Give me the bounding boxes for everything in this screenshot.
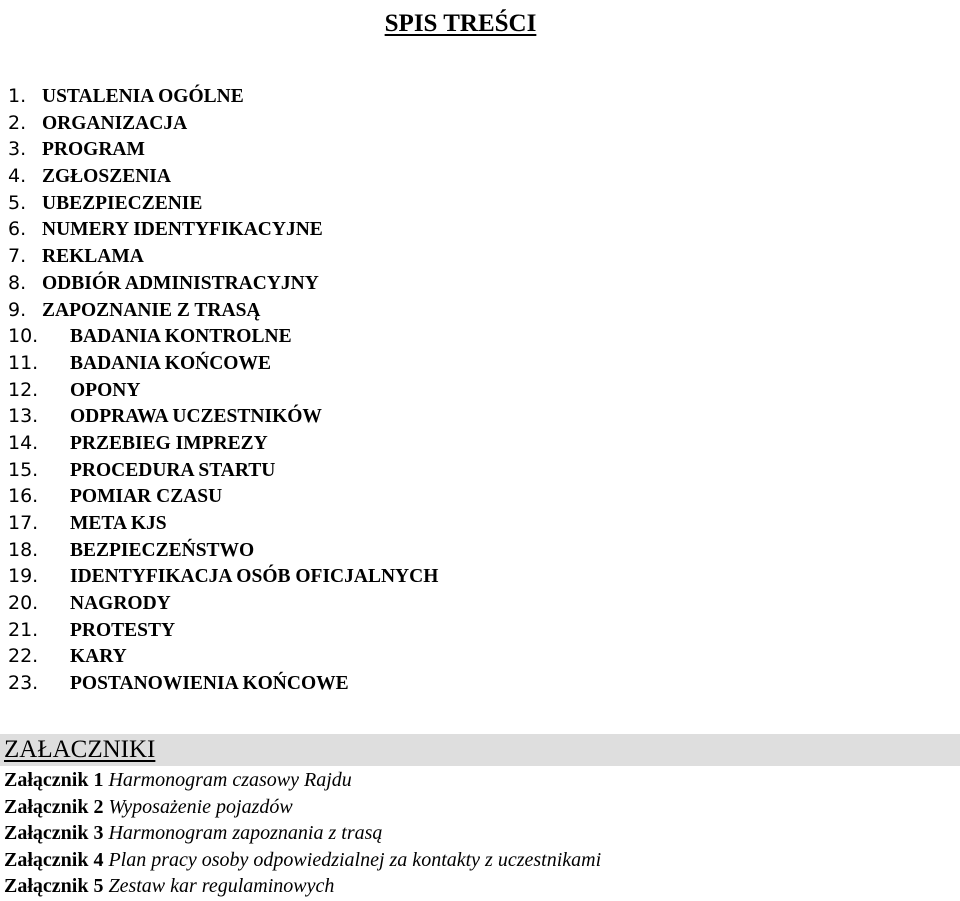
toc-item — [0, 643, 438, 670]
toc-item-label: REKLAMA — [42, 246, 144, 268]
toc-item-label: PROCEDURA STARTU — [70, 459, 276, 481]
attachment-label: Załącznik 4 — [4, 848, 104, 871]
toc-item — [0, 377, 438, 404]
toc-item-label: IDENTYFIKACJA OSÓB OFICJALNYCH — [70, 566, 439, 588]
attachment-item — [4, 820, 601, 847]
toc-item-number: 7. — [8, 245, 27, 268]
toc-item-number: 16. — [8, 485, 39, 508]
toc-item-number: 4. — [8, 165, 27, 188]
attachment-item — [4, 794, 601, 821]
page-title-text: SPIS TREŚCI — [384, 10, 537, 37]
toc-item-label: NAGRODY — [70, 593, 171, 615]
toc-item-label: BEZPIECZEŃSTWO — [70, 539, 255, 561]
toc-item-number: 3. — [8, 138, 27, 161]
toc-item — [0, 563, 438, 590]
attachment-description: Harmonogram zapoznania z trasą — [108, 822, 383, 844]
toc-item-label: ZAPOZNANIE Z TRASĄ — [42, 299, 261, 321]
toc-item-number: 19. — [8, 565, 39, 588]
toc-item-label: BADANIA KOŃCOWE — [70, 352, 271, 374]
table-of-contents — [0, 83, 438, 697]
toc-item-label: NUMERY IDENTYFIKACYJNE — [42, 219, 323, 241]
toc-item-label: POMIAR CZASU — [70, 486, 223, 508]
toc-item-number: 1. — [8, 85, 27, 107]
toc-item-number: 15. — [8, 458, 39, 481]
toc-item — [0, 590, 438, 617]
toc-item — [0, 190, 438, 217]
attachment-description: Plan pracy osoby odpowiedzialnej za kontakty z uczestnikami — [108, 848, 602, 871]
attachment-item — [4, 847, 601, 874]
toc-item-label: ODPRAWA UCZESTNIKÓW — [70, 406, 322, 428]
toc-item-number: 17. — [8, 512, 39, 534]
toc-item-number: 6. — [8, 218, 27, 241]
toc-item-number: 12. — [8, 378, 39, 401]
toc-item-number: 14. — [8, 431, 39, 454]
attachments-list — [4, 767, 601, 900]
toc-item — [0, 270, 438, 297]
toc-item-label: UBEZPIECZENIE — [42, 192, 203, 214]
toc-item — [0, 83, 438, 110]
toc-item — [0, 537, 438, 564]
toc-item — [0, 430, 438, 457]
toc-item-number: 13. — [8, 405, 39, 428]
toc-item — [0, 457, 438, 484]
toc-item-number: 23. — [8, 672, 39, 695]
toc-item-number: 9. — [8, 298, 27, 321]
attachment-item — [4, 873, 601, 900]
toc-item-label: ZGŁOSZENIA — [42, 166, 171, 188]
attachment-label: Załącznik 3 — [4, 822, 104, 844]
toc-item — [0, 617, 438, 644]
attachment-label: Załącznik 2 — [4, 795, 104, 818]
toc-item-label: OPONY — [70, 379, 141, 401]
toc-item-number: 10. — [8, 325, 39, 348]
attachment-description: Zestaw kar regulaminowych — [108, 875, 335, 897]
toc-item-number: 18. — [8, 538, 39, 561]
page-title — [0, 2, 960, 39]
toc-item — [0, 110, 438, 137]
toc-item-number: 20. — [8, 592, 39, 615]
toc-item — [0, 297, 438, 324]
attachment-description: Harmonogram czasowy Rajdu — [108, 769, 352, 791]
toc-item — [0, 163, 438, 190]
toc-item — [0, 350, 438, 377]
toc-item-number: 5. — [8, 191, 27, 214]
toc-item-label: POSTANOWIENIA KOŃCOWE — [70, 673, 349, 695]
toc-item-number: 2. — [8, 111, 27, 134]
toc-item-number: 21. — [8, 618, 39, 641]
toc-item — [0, 670, 438, 697]
toc-item-number: 8. — [8, 271, 27, 294]
toc-item-label: PROGRAM — [42, 139, 145, 161]
attachment-description: Wyposażenie pojazdów — [108, 795, 293, 818]
toc-item-label: ORGANIZACJA — [42, 112, 188, 134]
attachment-label: Załącznik 5 — [4, 875, 104, 897]
toc-item-label: USTALENIA OGÓLNE — [42, 86, 244, 107]
toc-item — [0, 323, 438, 350]
toc-item — [0, 216, 438, 243]
toc-item-number: 11. — [8, 351, 39, 374]
attachments-heading-bar — [0, 734, 960, 766]
toc-item — [0, 510, 438, 537]
attachment-label: Załącznik 1 — [4, 769, 104, 791]
toc-item-label: BADANIA KONTROLNE — [70, 326, 292, 348]
toc-item-label: PRZEBIEG IMPREZY — [70, 432, 268, 454]
toc-item — [0, 243, 438, 270]
toc-item — [0, 403, 438, 430]
attachments-heading: ZAŁACZNIKI — [4, 736, 156, 763]
toc-item — [0, 136, 438, 163]
toc-item-label: ODBIÓR ADMINISTRACYJNY — [42, 272, 319, 294]
toc-item — [0, 483, 438, 510]
attachment-item — [4, 767, 601, 794]
toc-item-number: 22. — [8, 645, 39, 668]
toc-item-label: KARY — [70, 646, 127, 668]
toc-item-label: PROTESTY — [70, 619, 176, 641]
toc-item-label: META KJS — [70, 513, 167, 534]
